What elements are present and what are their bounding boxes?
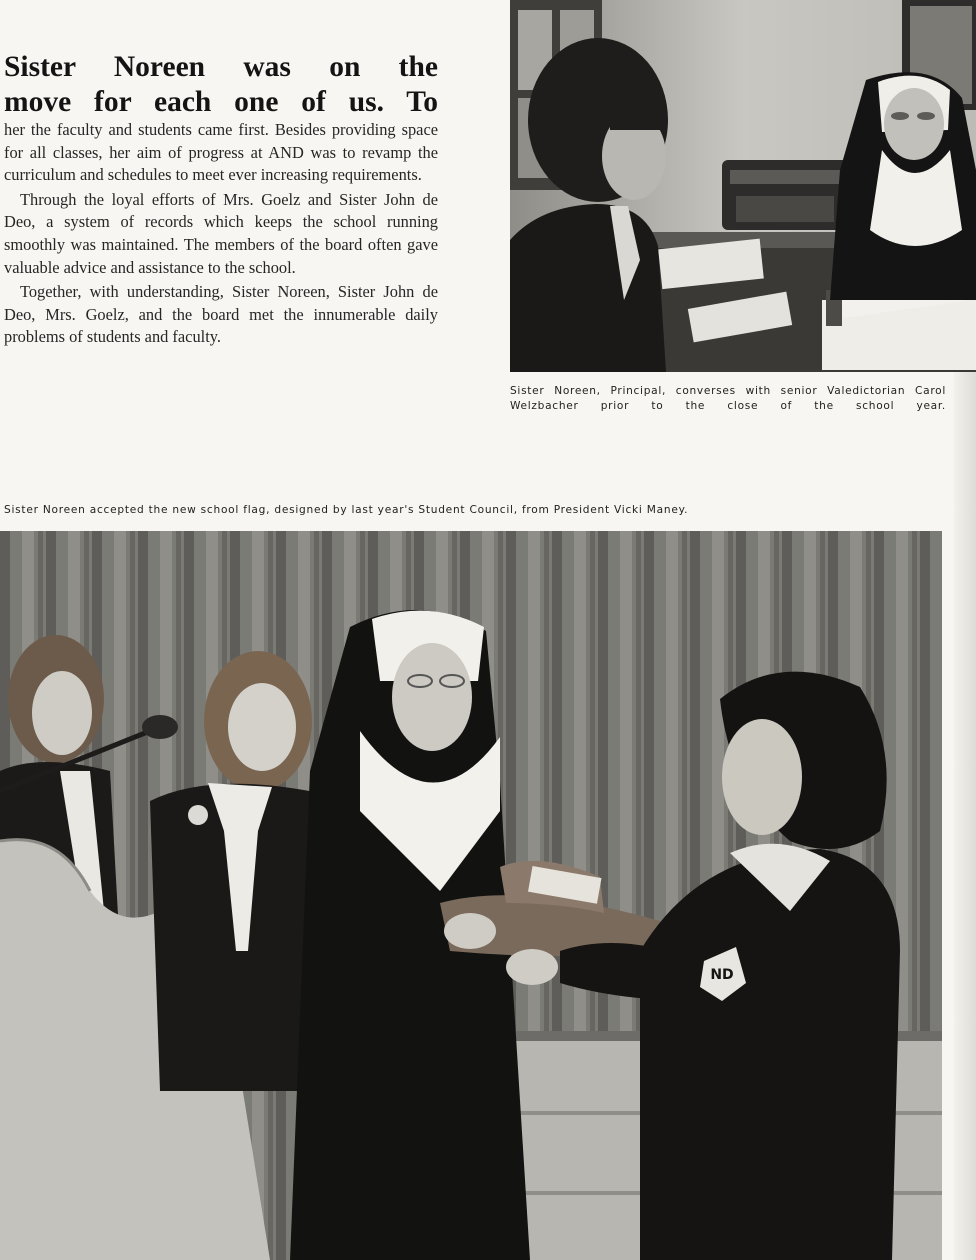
paragraph-2: Through the loyal efforts of Mrs. Goelz and Sister John de Deo, a system of records which keeps the school running smoothly was maintained. The members of the board often gave valuable advice and assistance to the school.	[4, 189, 438, 277]
headline-line-2: move for each one of us. To	[4, 86, 438, 118]
paragraph-1: her the faculty and students came first. Besides providing space for all classes, her aim of progress at AND was to revamp the curriculum and schedules to meet ever increasing requirements.	[4, 120, 438, 185]
photo-principal-and-valedictorian	[510, 0, 976, 372]
photo-flag-presentation	[0, 531, 942, 1260]
caption-top-photo: Sister Noreen, Principal, converses with senior Valedictorian Carol Welzbacher prior to the close of the school year.	[510, 385, 946, 412]
caption-bottom-photo: Sister Noreen accepted the new school flag, designed by last year's Student Council, from President Vicki Maney.	[4, 504, 689, 516]
intro-text-block	[4, 50, 438, 349]
headline-line-1: Sister Noreen was on the	[4, 51, 438, 83]
paragraph-3: Together, with understanding, Sister Noreen, Sister John de Deo, Mrs. Goelz, and the board met the innumerable daily problems of students and faculty.	[4, 282, 438, 347]
headline	[4, 50, 438, 120]
emblem-text: ND	[710, 967, 734, 983]
